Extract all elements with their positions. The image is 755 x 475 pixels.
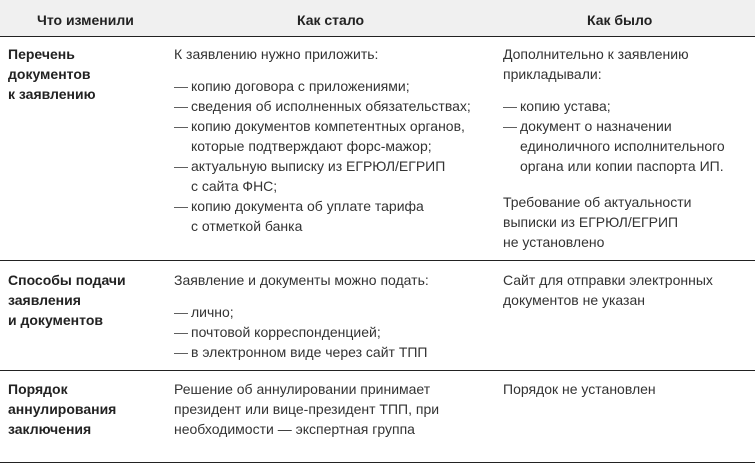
dash-glyph: — [174,198,188,214]
category-line: аннулирования [8,401,117,417]
header-now: Как стало [297,12,365,28]
was-intro-line: прикладывали: [503,66,602,82]
row-1-was [503,44,753,252]
list-item [174,322,494,342]
category-line: и документов [8,312,103,328]
category-line: Порядок [8,381,68,397]
now-text-line: Решение об аннулировании принимает [174,381,431,397]
was-text-line: документов не указан [503,292,645,308]
item-line: лично; [191,304,234,320]
item-line: копию устава; [520,98,611,114]
now-list [174,76,494,236]
category-line: заключения [8,421,92,437]
dash-glyph: — [503,118,517,134]
item-line: копию договора с приложениями; [191,78,410,94]
item-line: в электронном виде через сайт ТПП [191,344,428,360]
item-line: единоличного исполнительного [520,138,725,154]
was-note-line: Требование об актуальности [503,194,692,210]
list-item [174,76,494,96]
table-bottom-rule [0,462,755,463]
category-line: Способы подачи [8,272,126,288]
header-was: Как было [587,12,653,28]
item-line: сведения об исполненных обязательствах; [191,98,471,114]
now-text-line: президент или вице-президент ТПП, при [174,401,440,417]
item-line: с отметкой банка [191,218,303,234]
row-2-category [8,270,126,330]
category-line: заявления [8,292,81,308]
item-line: копию документов компетентных органов, [191,118,465,134]
was-text-line: Сайт для отправки электронных [503,272,713,288]
category-line: Перечень [8,46,75,62]
now-intro: Заявление и документы можно подать: [174,272,429,288]
list-item [503,96,753,116]
now-intro: К заявлению нужно приложить: [174,46,379,62]
dash-glyph: — [174,344,188,360]
category-line: документов [8,66,91,82]
was-intro-line: Дополнительно к заявлению [503,46,689,62]
was-text-line: Порядок не установлен [503,381,656,397]
list-item [503,116,753,176]
dash-glyph: — [174,324,188,340]
row-divider [0,370,755,371]
row-2-now [174,270,494,362]
was-list [503,96,753,176]
dash-glyph: — [174,158,188,174]
row-3-now [174,379,494,439]
list-item [174,196,494,236]
row-1-now [174,44,494,236]
row-2-was [503,270,753,310]
was-note-line: не установлено [503,234,605,250]
now-list [174,302,494,362]
list-item [174,116,494,156]
row-divider [0,260,755,261]
was-note-line: выписки из ЕГРЮЛ/ЕГРИП [503,214,679,230]
dash-glyph: — [174,78,188,94]
list-item [174,342,494,362]
item-line: органа или копии паспорта ИП. [520,158,724,174]
item-line: с сайта ФНС; [191,178,278,194]
row-3-category [8,379,116,439]
header-divider [0,36,755,37]
list-item [174,302,494,322]
row-3-was [503,379,753,399]
row-1-category [8,44,96,104]
item-line: копию документа об уплате тарифа [191,198,424,214]
dash-glyph: — [174,118,188,134]
item-line: почтовой корреспонденцией; [191,324,381,340]
category-line: к заявлению [8,86,96,102]
list-item [174,156,494,196]
now-text-line: необходимости — экспертная группа [174,421,415,437]
dash-glyph: — [174,98,188,114]
item-line: документ о назначении [520,118,672,134]
list-item [174,96,494,116]
dash-glyph: — [503,98,517,114]
dash-glyph: — [174,304,188,320]
item-line: актуальную выписку из ЕГРЮЛ/ЕГРИП [191,158,446,174]
item-line: которые подтверждают форс-мажор; [191,138,432,154]
header-what-changed: Что изменили [37,12,134,28]
table-header [0,0,755,36]
